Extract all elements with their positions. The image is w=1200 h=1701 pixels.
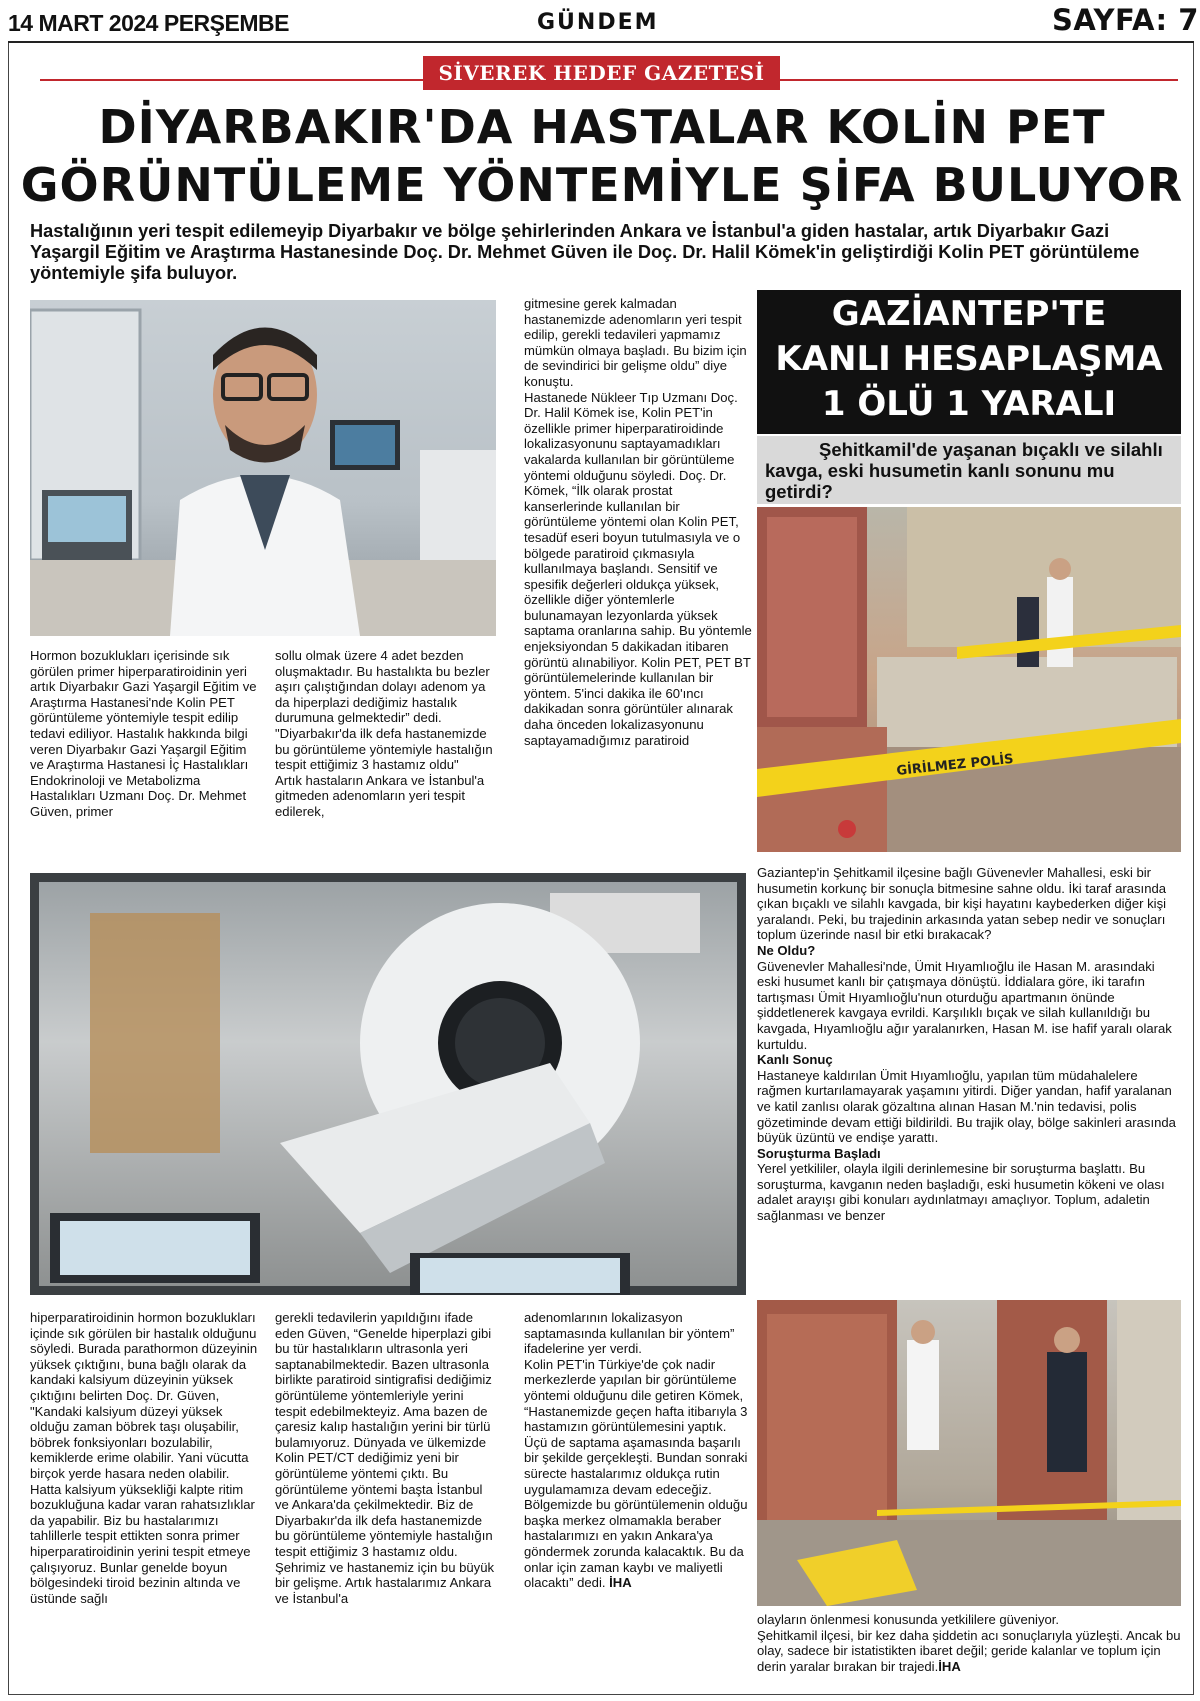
article-col1-bottom [30, 1310, 260, 1606]
agency-signature: İHA [609, 1575, 632, 1591]
side-subtitle-text: Şehitkamil'de yaşanan bıçaklı ve silahlı kavga, eski husumetin kanlı sonunu mu getirdi? [765, 439, 1163, 502]
article-paragraph: adenomlarının lokalizasyon saptamasında kullanılan bir yöntem” ifadelerine yer verdi. [524, 1310, 735, 1357]
side-body-top [757, 865, 1181, 1224]
article-paragraph: Hastanede Nükleer Tıp Uzmanı Doç. Dr. Halil Kömek ise, Kolin PET'in özellikle primer hiperparatiroidinde lokalizasyonunu saptayamadıkları vakalarda kullanılan bir görüntüleme yöntemi olduğunu söyledi. Doç. Dr. Kömek, “İlk olarak prostat kanserlerinde kullanılan bir görüntüleme yöntemi olan Kolin PET, tesadüf eseri boyun tutulmasıyla ve o bölgede paratiroid çıkmasıyla kullanılmaya başlandı. Sensitif ve spesifik değerleri oldukça yüksek, özellikle diğer yöntemlerle bulunamayan lezyonlarda yüksek saptama oranlarına sahip. Bu yöntemle enjeksiyondan 5 dakikadan itibaren görüntü alınabiliyor. Kolin PET, PET BT görüntülemelerinde kullanılan bir yöntem. 5'inci dakika ile 60'ıncı dakikadan sonra görüntüler alınarak daha önceden lokalizasyonunu saptayamadığımız paratiroid [524, 389, 752, 748]
side-headline-line-3: 1 ÖLÜ 1 YARALI [821, 384, 1117, 424]
side-paragraph: Yerel yetkililer, olayla ilgili derinlemesine bir soruşturma başlattı. Bu soruşturma, kavganın neden başladığı, eski husumetin kökeni ve olası adalet arayışı gibi konuları aydınlatmayı amaçlıyor. Toplum, adaletin sağlanması ve benzer [757, 1161, 1165, 1224]
crime-scene-photo-2 [757, 1300, 1181, 1606]
article-paragraph [524, 1357, 752, 1591]
side-paragraph [757, 1628, 1181, 1675]
section-name: GÜNDEM [537, 10, 659, 35]
side-paragraph: Güvenevler Mahallesi'nde, Ümit Hıyamlıoğlu ile Hasan M. arasındaki eski husumet kanlı bir çatışmaya dönüştü. İddialara göre, iki tarafın tartışması Ümit Hıyamlıoğlu'nun oturduğu apartmanın önünde şiddetlenerek kavgaya evrildi. Karşılıklı bıçak ve silah kullanıldığı bu kavgada, Hıyamlıoğlu ağır yaralanırken, Hasan M. ise hafif yaralı olarak kurtuldu. [757, 958, 1172, 1052]
side-headline-line-1: GAZİANTEP'TE [831, 294, 1107, 334]
article-paragraph: "Diyarbakır'da ilk defa hastanemizde bu görüntüleme yöntemiyle hastalığın tespit ettiğimiz 3 hastamız oldu" [275, 725, 493, 773]
side-paragraph: olayların önlenmesi konusunda yetkililere güveniyor. [757, 1612, 1060, 1627]
article-col3-top [524, 296, 752, 748]
article-paragraph: Artık hastaların Ankara ve İstanbul'a gitmeden adenomların yeri tespit edilerek, [275, 772, 485, 819]
article-paragraph: gitmesine gerek kalmadan hastanemizde adenomların yeri tespit edilip, gerekli tedavileri yapmamız mümkün olmaya başladı. Bu bizim için de sevindirici bir gelişme oldu” diye konuştu. [524, 296, 747, 389]
doctor-photo [30, 300, 496, 636]
article-paragraph: hiperparatiroidinin hormon bozuklukları içinde sık görülen bir hastalık olduğunu söyledi. Burada parathormon düzeyinin yüksek çıktığını, buna bağlı olarak da kandaki kalsiyum düzeyinin yüksek çıktığını belirten Doç. Dr. Güven, "Kandaki kalsiyum düzeyi yüksek olduğu zaman böbrek taşı oluşabilir, böbrek fonksiyonları bozulabilir, kemiklerde erime olabilir. Yani vücutta birçok yerde hasara neden olabilir. Hatta kalsiyum yüksekliği kalpte ritim bozukluğuna kadar varan rahatsızlıklar da yapabilir. Biz bu hastalarımızı tahlillerle tespit ettikten sonra primer hiperparatiroidinin yerini tespit etmeye çalışıyoruz. Bunlar genelde boyun bölgesindeki tiroid bezinin altında ve üstünde sağlı [30, 1310, 258, 1606]
side-subtitle [757, 436, 1181, 504]
side-subheading: Ne Oldu? [757, 942, 816, 958]
newspaper-banner: SİVEREK HEDEF GAZETESİ [423, 56, 780, 90]
pet-scanner-photo [30, 873, 746, 1295]
article-text: Kolin PET'in Türkiye'de çok nadir merkezlerde yapılan bir görüntüleme yöntemi olduğunu dile getiren Kömek, “Hastanemizde geçen hafta itibarıyla 3 hastamızın görüntülemesini yaptık. Üçü de saptama aşamasında başarılı bir şekilde gerçekleşti. Bundan sonraki sürecte hastalarımız oldukça rutin uygulamamıza devam edeceğiz. Bölgemizde bu görüntülemenin olduğu başka merkez olmamakla beraber hastalarımızı en yakın Ankara'ya göndermek zorunda kalacaktık. Bu da onlar için zaman kaybı ve maliyetli olacaktı” dedi. [524, 1356, 748, 1591]
lead-paragraph: Hastalığının yeri tespit edilemeyip Diyarbakır ve bölge şehirlerinden Ankara ve İstanbul'a giden hastalar, artık Diyarbakır Gazi Yaşargil Eğitim ve Araştırma Hastanesinde Doç. Dr. Mehmet Güven ile Doç. Dr. Halil Kömek'in geliştirdiği Kolin PET görüntüleme yöntemiyle şifa buluyor. [30, 221, 1140, 283]
tape-text: GİRİLMEZ POLİS [895, 751, 1015, 779]
page-number: SAYFA: 7 [1052, 3, 1199, 37]
article-col3-bottom [524, 1310, 752, 1591]
article-paragraph: Hormon bozuklukları içerisinde sık görülen primer hiperparatiroidinin yeri artık Diyarbakır Gazi Yaşargil Eğitim ve Araştırma Hastanesi'nde Kolin PET görüntüleme yöntemiyle tespit edilip tedavi ediliyor. Hastalık hakkında bilgi veren Diyarbakır Gazi Yaşargil Eğitim ve Araştırma Hastanesi İç Hastalıkları Endokrinoloji ve Metabolizma Hastalıkları Uzmanı Doç. Dr. Mehmet Güven, primer [30, 648, 257, 819]
side-paragraph: Gaziantep'in Şehitkamil ilçesine bağlı Güvenevler Mahallesi, eski bir husumetin korkunç bir sonuçla bitmesine sahne oldu. İki taraf arasında çıkan bıçaklı ve silahlı kavgada, bir kişi hayatını kaybederken diğer kişi yaralandı. Peki, bu trajedinin arkasında yatan sebep nedir ve sonuçları toplum üzerinde nasıl bir etki bırakacak? [757, 865, 1167, 943]
side-paragraph: Hastaneye kaldırılan Ümit Hıyamlıoğlu, yapılan tüm müdahalelere rağmen kurtarılamayarak yaşamını yitirdi. Diğer yandan, hafif yaralanan ve katil zanlısı olarak gözaltına alınan Hasan M.'nin tedavisi, polis gözetiminde devam ettiği bildirildi. Bu trajik olay, bölge sakinleri arasında büyük üzüntü ve endişe yarattı. [757, 1067, 1176, 1146]
side-subheading: Soruşturma Başladı [757, 1145, 881, 1161]
side-headline [757, 290, 1181, 434]
article-col1-top [30, 648, 260, 820]
side-headline-line-2: KANLI HESAPLAŞMA [775, 339, 1163, 379]
article-paragraph: gerekli tedavilerin yapıldığını ifade eden Güven, “Genelde hiperplazi gibi bu tür hastalıkların ultrasonla yeri saptanabilmektedir. Bazen ultrasonla birlikte paratiroid sintigrafisi dediğimiz görüntüleme yöntemleriyle yerini tespit edebilmekteyiz. Ama bazen de çaresiz kalıp hastalığın yerini bir türlü bulamıyoruz. Dünyada ve ülkemizde Kolin PET/CT dediğimiz yeni bir görüntüleme yöntemi çıktı. Bu görüntüleme yöntemi başta İstanbul ve Ankara'da çekilmektedir. Biz de Diyarbakır'da ilk defa hastanemizde bu görüntüleme yöntemiyle hastalığın tespit ettiğimiz 3 hastamız oldu. Şehrimiz ve hastanemiz için bu büyük bir gelişme. Artık hastalarımız Ankara ve İstanbul'a [275, 1310, 495, 1606]
article-col2-top [275, 648, 495, 820]
side-body-bottom [757, 1612, 1181, 1674]
headline-line-1: DİYARBAKIR'DA HASTALAR KOLİN PET [98, 100, 1106, 154]
issue-date: 14 MART 2024 PERŞEMBE [8, 10, 289, 36]
headline-line-2: GÖRÜNTÜLEME YÖNTEMİYLE ŞİFA BULUYOR [20, 158, 1184, 212]
side-subheading: Kanlı Sonuç [757, 1052, 833, 1068]
agency-signature: İHA [938, 1658, 961, 1674]
main-headline [16, 98, 1188, 214]
article-col2-bottom [275, 1310, 497, 1606]
article-paragraph: sollu olmak üzere 4 adet bezden oluşmaktadır. Bu hastalıkta bu bezler aşırı çalıştığından dolayı adenom ya da hiperplazi dediğimiz hastalık durumuna gelmektedir” dedi. [275, 648, 490, 726]
side-text: Şehitkamil ilçesi, bir kez daha şiddetin acı sonuçlarıyla yüzleşti. Ancak bu olay, sadece bir istatistikten ibaret değil; geride kalanlar ve toplum için derin yaralar bırakan bir trajedi. [757, 1627, 1181, 1674]
crime-scene-photo-1 [757, 507, 1181, 852]
